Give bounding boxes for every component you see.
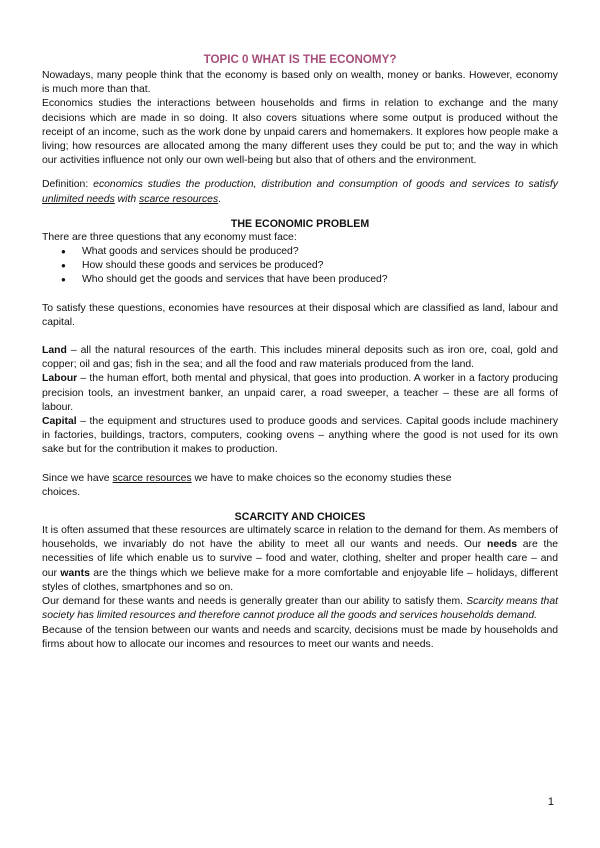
questions-list (42, 245, 558, 288)
scarcity-paragraph-1 (42, 524, 558, 595)
resources-intro: To satisfy these questions, economies have resources at their disposal which are classified as land, labour and capital. (42, 302, 558, 328)
intro-paragraph-2: Economics studies the interactions between households and firms in relation to exchange and the many decisions which are made in so doing. It also covers situations where some output is produced without the receipt of an income, such as the work done by unpaid carers and homemakers. It explores how people make a living; how resources are allocated among the many different uses they could be put to; and the way in which our activities influence not only our own well-being but also that of others and the environment. (42, 98, 558, 167)
since-text-c: choices. (42, 486, 81, 498)
scarcity-text-c: are the things which we believe make for a more comfortable and enjoyable life – holidays, different styles of clothes, smartphones and so on. (42, 567, 558, 593)
labour-text: – the human effort, both mental and physical, that goes into production. A worker in a factory producing precision tools, an investment banker, an unpaid carer, a road sweeper, a teacher – these are all forms of labour. (42, 373, 558, 413)
labour-paragraph (42, 372, 558, 415)
labour-label: Labour (42, 373, 78, 385)
document-page (42, 52, 558, 652)
page-number: 1 (547, 796, 554, 808)
land-label: Land (42, 345, 67, 357)
scarcity-heading: SCARCITY AND CHOICES (234, 511, 366, 524)
scarcity-text-b: are the necessities of life which enable us to survive – food and water, clothing, shelter and proper health care – and our (42, 539, 558, 579)
list-item: ● What goods and services should be produced? (82, 245, 558, 259)
economic-problem-lead: There are three questions that any economy must face: (42, 231, 297, 243)
since-text-b: we have to make choices so the economy studies these (194, 472, 452, 484)
scarcity-paragraph-2 (42, 595, 558, 623)
needs-label: needs (486, 539, 518, 551)
land-paragraph (42, 344, 558, 372)
definition-text-a: economics studies the production, distribution and consumption of goods and services to satisfy (93, 179, 558, 191)
list-item: ● How should these goods and services be produced? (82, 259, 558, 273)
intro-paragraph-1: Nowadays, many people think that the economy is based only on wealth, money or banks. However, economy is much more than that. (42, 70, 558, 96)
capital-label: Capital (42, 416, 77, 428)
since-text-a: Since we have (42, 472, 110, 484)
scarcity-definition-italic: Scarcity means that society has limited resources and therefore cannot produce all the goods and services households demand. (42, 596, 558, 622)
page-title: TOPIC 0 WHAT IS THE ECONOMY? (203, 53, 397, 66)
scarcity-demand-text: Our demand for these wants and needs is generally greater than our ability to satisfy them. (42, 596, 464, 608)
definition-end: . (218, 193, 222, 205)
scarcity-paragraph-3: Because of the tension between our wants and needs and scarcity, decisions must be made by households and firms about how to allocate our incomes and resources to meet our wants and needs. (42, 624, 558, 650)
definition-term-unlimited-needs: unlimited needs (42, 193, 115, 205)
definition-term-scarce-resources: scarce resources (139, 193, 219, 205)
definition-text-b: with (117, 193, 137, 205)
wants-label: wants (60, 567, 90, 579)
definition-paragraph (42, 178, 558, 206)
scarcity-text-a: It is often assumed that these resources are ultimately scarce in relation to the demand for them. As members of households, we invariably do not have the ability to meet all our wants and needs. Our (42, 525, 558, 551)
list-item: ● Who should get the goods and services that have been produced? (82, 273, 558, 287)
capital-text: – the equipment and structures used to produce goods and services. Capital goods include machinery in factories, buildings, tractors, computers, cooking ovens – anything where the good is not used for its own sake but for the contribution it makes to production. (42, 416, 559, 456)
economic-problem-heading: THE ECONOMIC PROBLEM (230, 217, 370, 230)
definition-label: Definition: (42, 179, 89, 191)
since-paragraph (42, 472, 558, 500)
since-term-scarce-resources: scarce resources (112, 472, 192, 484)
capital-paragraph (42, 415, 558, 458)
land-text: – all the natural resources of the earth. This includes mineral deposits such as iron ore, coal, gold and copper; oil and gas; fish in the sea; and all the food and raw materials produced from the land. (42, 345, 559, 371)
